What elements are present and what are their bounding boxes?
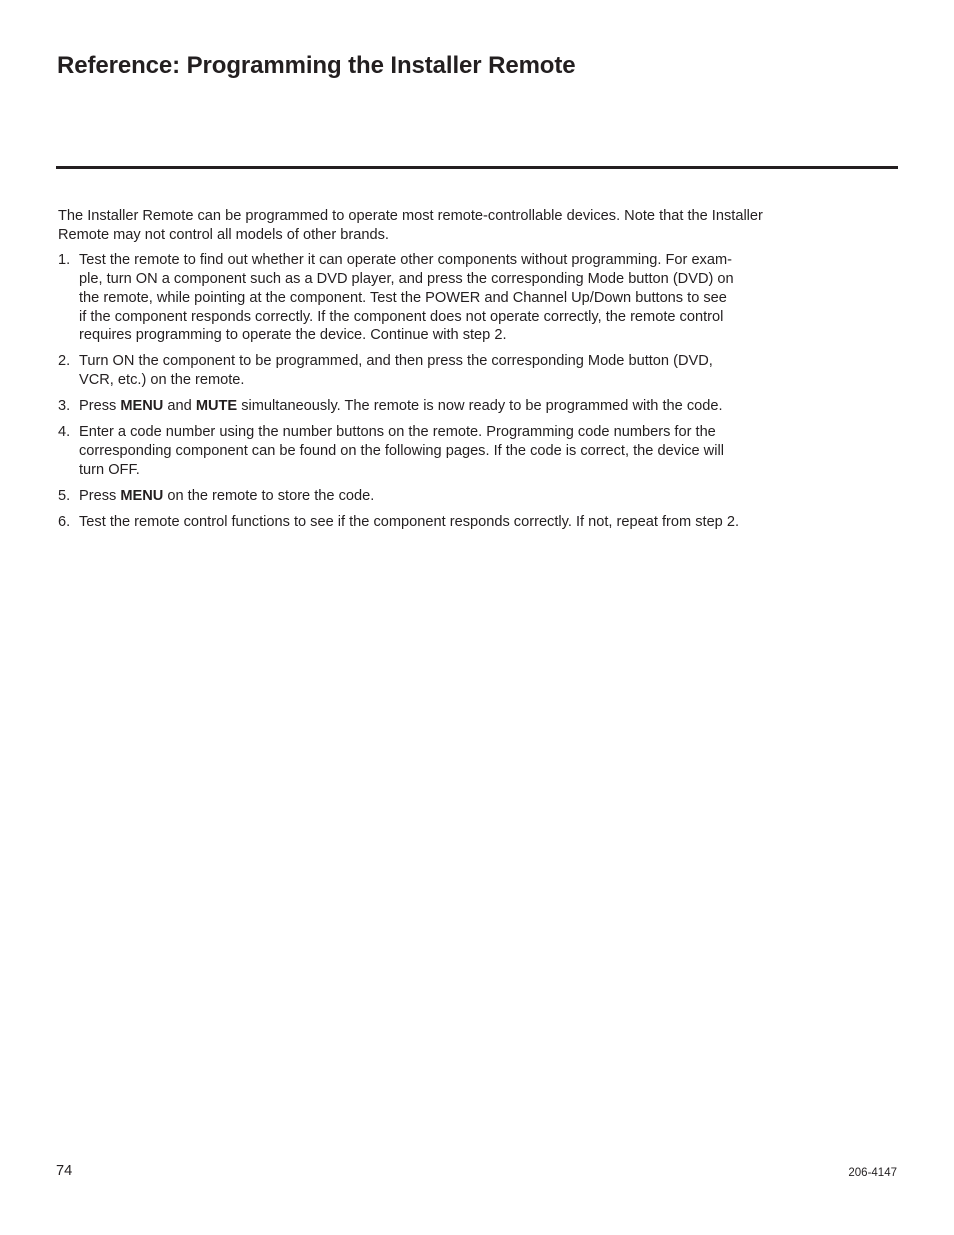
mute-key-label: MUTE [195,398,238,415]
step-text-line: turn OFF. [79,461,140,478]
step-3 [58,397,798,416]
step-number: 5. [58,487,71,504]
step-text-line: requires programming to operate the device. Continue with step 2. [79,327,507,344]
step-5 [58,487,798,506]
document-number: 206-4147 [848,1167,897,1179]
step-text-line: ple, turn ON a component such as a DVD player, and press the corresponding Mode button (DVD) on [79,271,734,288]
main-content [58,207,798,539]
step-2 [58,352,798,389]
step-text-line: Enter a code number using the number buttons on the remote. Programming code numbers for the [79,424,716,441]
step-text-line: Test the remote to find out whether it can operate other components without programming. For exam- [79,252,732,269]
step-4 [58,423,798,479]
step-text: Test the remote control functions to see if the component responds correctly. If not, repeat from step 2. [79,513,740,530]
step-text: and [163,398,196,415]
step-text-line: Turn ON the component to be programmed, and then press the corresponding Mode button (DVD, [79,353,713,370]
page-title: Reference: Programming the Installer Remote [57,52,576,79]
step-number: 1. [58,252,71,269]
step-text: simultaneously. The remote is now ready to be programmed with the code. [237,398,723,415]
step-text-line: if the component responds correctly. If the component does not operate correctly, the remote control [79,308,724,325]
menu-key-label: MENU [120,398,164,415]
step-6 [58,513,798,532]
page-number: 74 [56,1163,73,1179]
step-text: on the remote to store the code. [163,487,375,504]
step-number: 2. [58,353,71,370]
step-text-line: corresponding component can be found on the following pages. If the code is correct, the device will [79,442,724,459]
step-text-line: the remote, while pointing at the component. Test the POWER and Channel Up/Down buttons to see [79,289,727,306]
step-1 [58,251,798,345]
menu-key-label: MENU [120,487,164,504]
step-text-line: VCR, etc.) on the remote. [79,372,245,389]
step-number: 3. [58,398,71,415]
step-number: 4. [58,424,71,441]
step-number: 6. [58,513,71,530]
step-text: Press [79,398,121,415]
steps-list [58,251,798,531]
title-divider [56,166,898,169]
intro-paragraph: The Installer Remote can be programmed to operate most remote-controllable devices. Note that the Installer Remote may not control all models of other brands. [58,208,763,243]
step-text: Press [79,487,121,504]
